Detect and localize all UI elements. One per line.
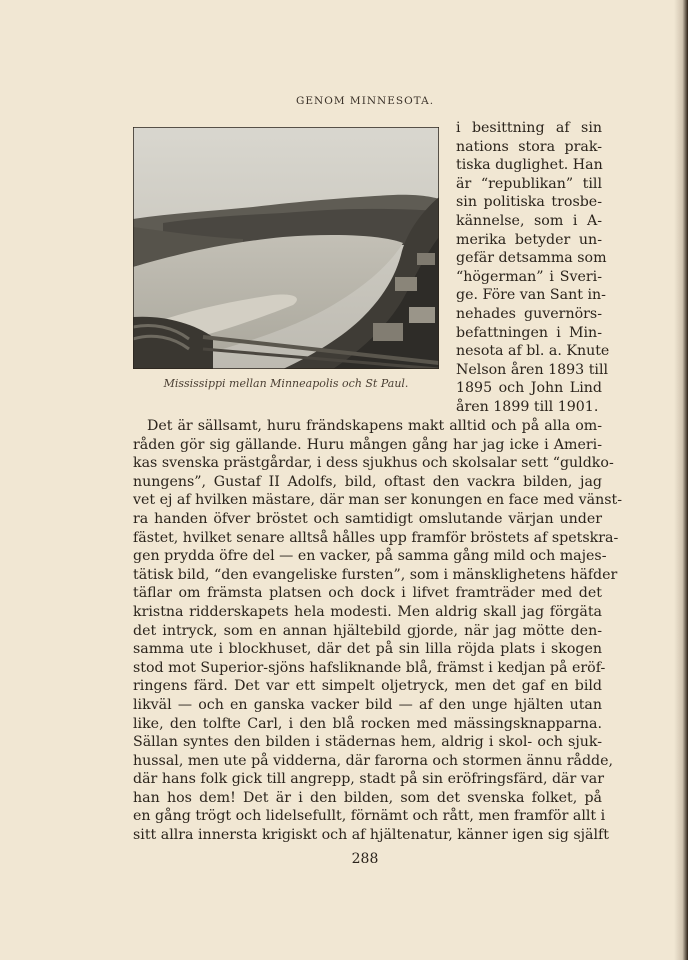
text-line: hussal, men ute på vidderna, där farorna och stormen ännu rådde, xyxy=(133,752,614,769)
text-line: han hos dem! Det är i den bilden, som det svenska folket, på xyxy=(133,789,602,806)
text-line: nungens”, Gustaf II Adolfs, bild, oftast den vackra bilden, jag xyxy=(133,473,602,490)
text-line: Det är sällsamt, huru frändskapens makt alltid och på alla om- xyxy=(147,418,602,434)
figure-photo-frame xyxy=(133,127,439,369)
text-line: gefär detsamma som xyxy=(456,250,607,267)
text-line: vet ej af hvilken mästare, där man ser konungen en face med vänst- xyxy=(133,492,623,509)
text-line: nations stora prak- xyxy=(456,138,602,155)
text-line: kännelse, som i A- xyxy=(456,212,602,229)
side-column-text xyxy=(456,119,610,417)
text-line: kas svenska prästgårdar, i dess sjukhus och skolsalar sett “guldko- xyxy=(133,455,614,472)
text-line: tiska duglighet. Han xyxy=(456,157,603,174)
text-line: där hans folk gick till angrepp, stadt på sin eröfringsfärd, där var xyxy=(133,771,605,788)
text-line: like, den tolfte Carl, i den blå rocken med mässingsknapparna. xyxy=(133,715,602,732)
text-line: Nelson åren 1893 till xyxy=(456,361,609,378)
text-line: kristna ridderskapets hela modesti. Men aldrig skall jag förgäta xyxy=(133,603,602,620)
text-line: Sällan syntes den bilden i städernas hem, aldrig i skol- och sjuk- xyxy=(133,734,602,751)
text-line: sin politiska trosbe- xyxy=(456,194,602,211)
text-line: tätisk bild, “den evangeliske fursten”, som i mänsklighetens häfder xyxy=(133,566,618,583)
body-text xyxy=(133,417,623,845)
text-line: i besittning af sin xyxy=(456,120,602,136)
river-photograph xyxy=(133,127,439,369)
text-line: stod mot Superior-sjöns hafsliknande blå, främst i kedjan på eröf- xyxy=(133,659,606,676)
running-head: GENOM MINNESOTA. xyxy=(296,95,435,107)
text-line: merika betyder un- xyxy=(456,231,602,248)
page-edge-shadow xyxy=(674,0,688,960)
text-line: råden gör sig gällande. Huru mången gång har jag icke i Ameri- xyxy=(133,436,602,453)
text-line: “högerman” i Sveri- xyxy=(456,268,602,285)
text-line: fästet, hvilket senare alltså hålles upp framför bröstets af spetskra- xyxy=(133,529,619,546)
text-line: åren 1899 till 1901. xyxy=(456,398,599,415)
text-line: är “republikan” till xyxy=(456,175,602,192)
text-line: gen prydda öfre del — en vacker, på samma gång mild och majes- xyxy=(133,548,607,565)
text-line: ra handen öfver bröstet och samtidigt omslutande värjan under xyxy=(133,510,602,527)
text-line: ge. Före van Sant in- xyxy=(456,287,606,304)
text-line: det intryck, som en annan hjältebild gjorde, när jag mötte den- xyxy=(133,622,602,639)
text-line: en gång trögt och lidelsefullt, förnämt och rått, men framför allt i xyxy=(133,808,606,825)
text-line: samma ute i blockhuset, där det på sin lilla röjda plats i skogen xyxy=(133,641,602,658)
text-line: nehades guvernörs- xyxy=(456,305,602,322)
page-number: 288 xyxy=(351,851,379,867)
figure-caption: Mississippi mellan Minneapolis och St Paul. xyxy=(163,377,409,390)
text-line: sitt allra innersta krigiskt och af hjältenatur, känner igen sig själft xyxy=(133,827,609,844)
text-line: nesota af bl. a. Knute xyxy=(456,343,610,360)
text-line: täflar om främsta platsen och dock i lifvet framträder med det xyxy=(133,585,602,602)
text-line: befattningen i Min- xyxy=(456,324,602,341)
text-line: likväl — och en ganska vacker bild — af den unge hjälten utan xyxy=(133,696,602,713)
text-line: 1895 och John Lind xyxy=(456,380,602,397)
text-line: ringens färd. Det var ett simpelt oljetryck, men det gaf en bild xyxy=(133,678,602,695)
